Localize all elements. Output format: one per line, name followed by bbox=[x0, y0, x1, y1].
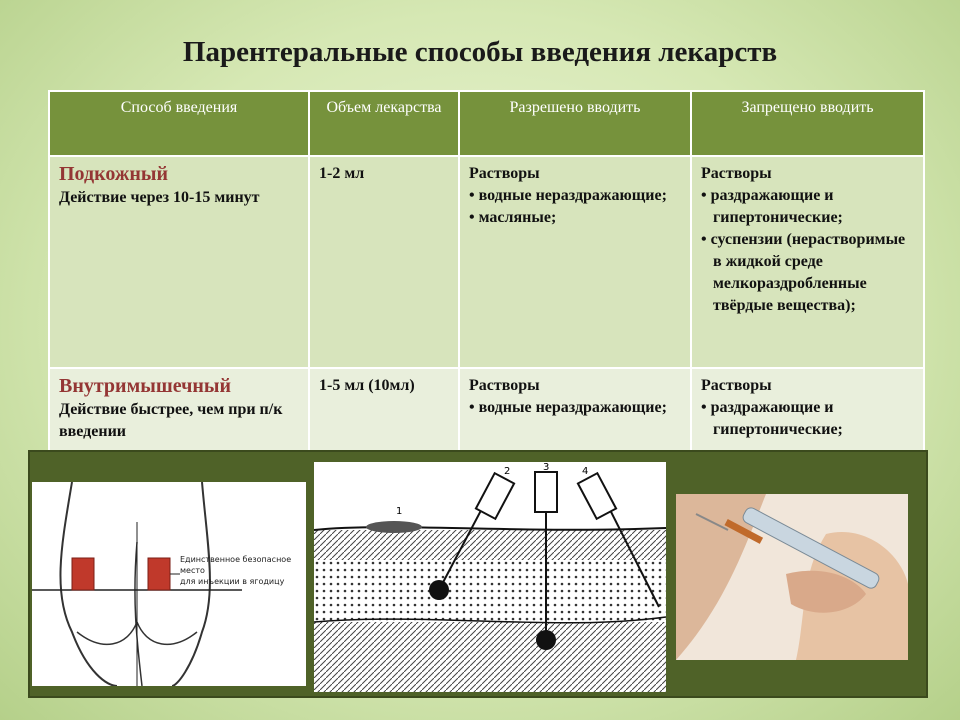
forbidden-list bbox=[701, 397, 914, 441]
cell-allowed bbox=[459, 156, 691, 368]
depth-label: 2 bbox=[504, 466, 511, 477]
allowed-title: Растворы bbox=[469, 377, 540, 394]
list-item: • водные нераздражающие; bbox=[469, 399, 667, 416]
list-item: • водные нераздражающие; bbox=[469, 187, 667, 204]
list-item: • масляные; bbox=[469, 209, 557, 226]
forbidden-list bbox=[701, 185, 914, 317]
cell-method bbox=[49, 156, 309, 368]
cell-volume: 1-2 мл bbox=[309, 156, 459, 368]
syringe-photo bbox=[676, 494, 908, 660]
cell-forbidden bbox=[691, 156, 924, 368]
table-header-row bbox=[49, 91, 924, 156]
list-item: • раздражающие и гипертонические; bbox=[701, 399, 843, 438]
forbidden-title: Растворы bbox=[701, 377, 772, 394]
depth-label: 3 bbox=[543, 462, 550, 473]
forbidden-title: Растворы bbox=[701, 165, 772, 182]
header-method: Способ введения bbox=[49, 91, 309, 156]
table-row-subcutaneous bbox=[49, 156, 924, 368]
allowed-title: Растворы bbox=[469, 165, 540, 182]
header-volume: Объем лекарства bbox=[309, 91, 459, 156]
depth-label: 1 bbox=[396, 506, 403, 517]
method-name: Внутримышечный bbox=[59, 375, 232, 397]
method-effect: Действие через 10-15 минут bbox=[59, 189, 260, 206]
buttocks-injection-diagram bbox=[32, 482, 306, 686]
list-item: • раздражающие и гипертонические; bbox=[701, 187, 843, 226]
allowed-list bbox=[469, 397, 681, 419]
list-item: • суспензии (нерастворимые в жидкой среде мелкораздробленные твёрдые вещества); bbox=[701, 231, 906, 314]
header-allowed: Разрешено вводить bbox=[459, 91, 691, 156]
depth-label: 4 bbox=[582, 466, 589, 477]
allowed-list bbox=[469, 185, 681, 229]
method-name: Подкожный bbox=[59, 163, 169, 185]
slide-title: Парентеральные способы введения лекарств bbox=[182, 36, 778, 68]
injection-methods-table bbox=[48, 90, 925, 509]
cell-volume: 1-5 мл (10мл) bbox=[309, 368, 459, 508]
injection-depth-diagram bbox=[314, 462, 666, 692]
diagram-caption: Единственное безопасное место для инъекции в ягодицу bbox=[180, 555, 292, 586]
method-effect: Действие быстрее, чем при п/к введении bbox=[59, 401, 283, 440]
header-forbidden: Запрещено вводить bbox=[691, 91, 924, 156]
